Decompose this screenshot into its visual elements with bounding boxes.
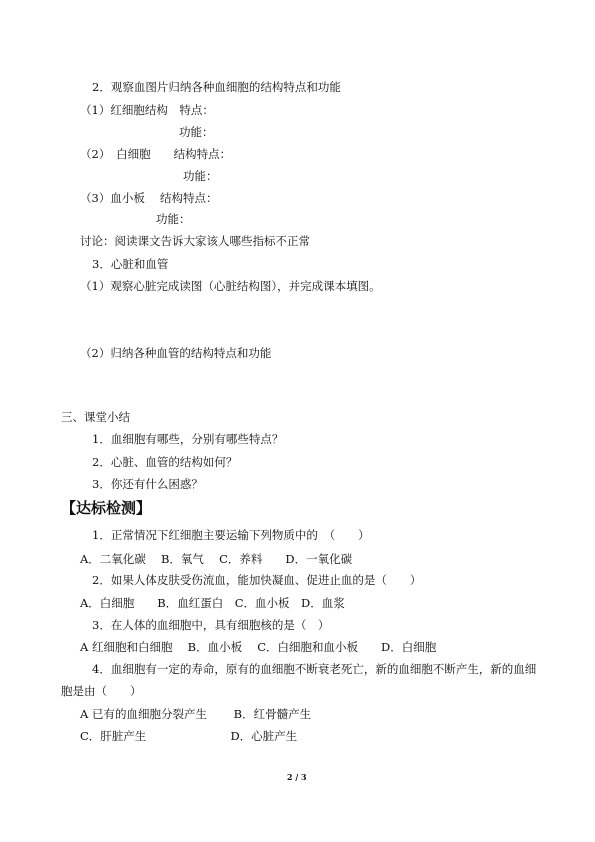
section-3-title: 3．心脏和血管 (92, 257, 169, 271)
discussion-line: 讨论：阅读课文告诉大家该人哪些指标不正常 (80, 234, 310, 248)
test-heading: 【达标检测】 (61, 499, 152, 517)
wbc-function-line: 功能： (183, 169, 218, 183)
test-question-3-options: A 红细胞和白细胞 B．血小板 C．白细胞和血小板 D．白细胞 (80, 640, 437, 654)
page-number: 2 / 3 (287, 772, 307, 782)
test-question-4-line-2: 胞是由（ ） (61, 684, 142, 698)
summary-question-1: 1．血细胞有哪些，分别有哪些特点？ (92, 432, 284, 446)
test-question-2: 2．如果人体皮肤受伤流血，能加快凝血、促进止血的是（ ） (92, 573, 422, 587)
section-2-title: 2．观察血图片归纳各种血细胞的结构特点和功能 (92, 80, 341, 94)
test-question-4-options-2: C．肝脏产生 D．心脏产生 (80, 729, 298, 743)
heart-reading-item: （1）观察心脏完成读图（心脏结构图），并完成课本填图。 (80, 279, 381, 293)
rbc-structure-line: （1）红细胞结构 特点： (80, 103, 214, 117)
summary-question-3: 3．你还有什么困惑？ (92, 477, 203, 491)
test-question-2-options: A．白细胞 B．血红蛋白 C．血小板 D．血浆 (80, 596, 345, 610)
test-question-1-options: A．二氧化碳 B．氧气 C．养料 D．一氧化碳 (80, 552, 353, 566)
platelet-function-line: 功能： (156, 212, 191, 226)
summary-question-2: 2．心脏、血管的结构如何？ (92, 455, 238, 469)
test-question-3: 3．在人体的血细胞中，具有细胞核的是（ ） (92, 618, 330, 632)
platelet-structure-line: （3）血小板 结构特点： (80, 191, 218, 205)
wbc-structure-line: （2） 白细胞 结构特点： (80, 147, 232, 161)
blood-vessel-item: （2）归纳各种血管的结构特点和功能 (80, 346, 272, 360)
test-question-4-options-1: A 已有的血细胞分裂产生 B．红骨髓产生 (80, 707, 312, 721)
rbc-function-line: 功能： (179, 125, 214, 139)
test-question-1: 1．正常情况下红细胞主要运输下列物质中的 （ ） (92, 528, 370, 542)
summary-title: 三、课堂小结 (61, 410, 130, 424)
test-question-4-line-1: 4．血细胞有一定的寿命，原有的血细胞不断衰老死亡，新的血细胞不断产生，新的血细 (92, 662, 537, 676)
